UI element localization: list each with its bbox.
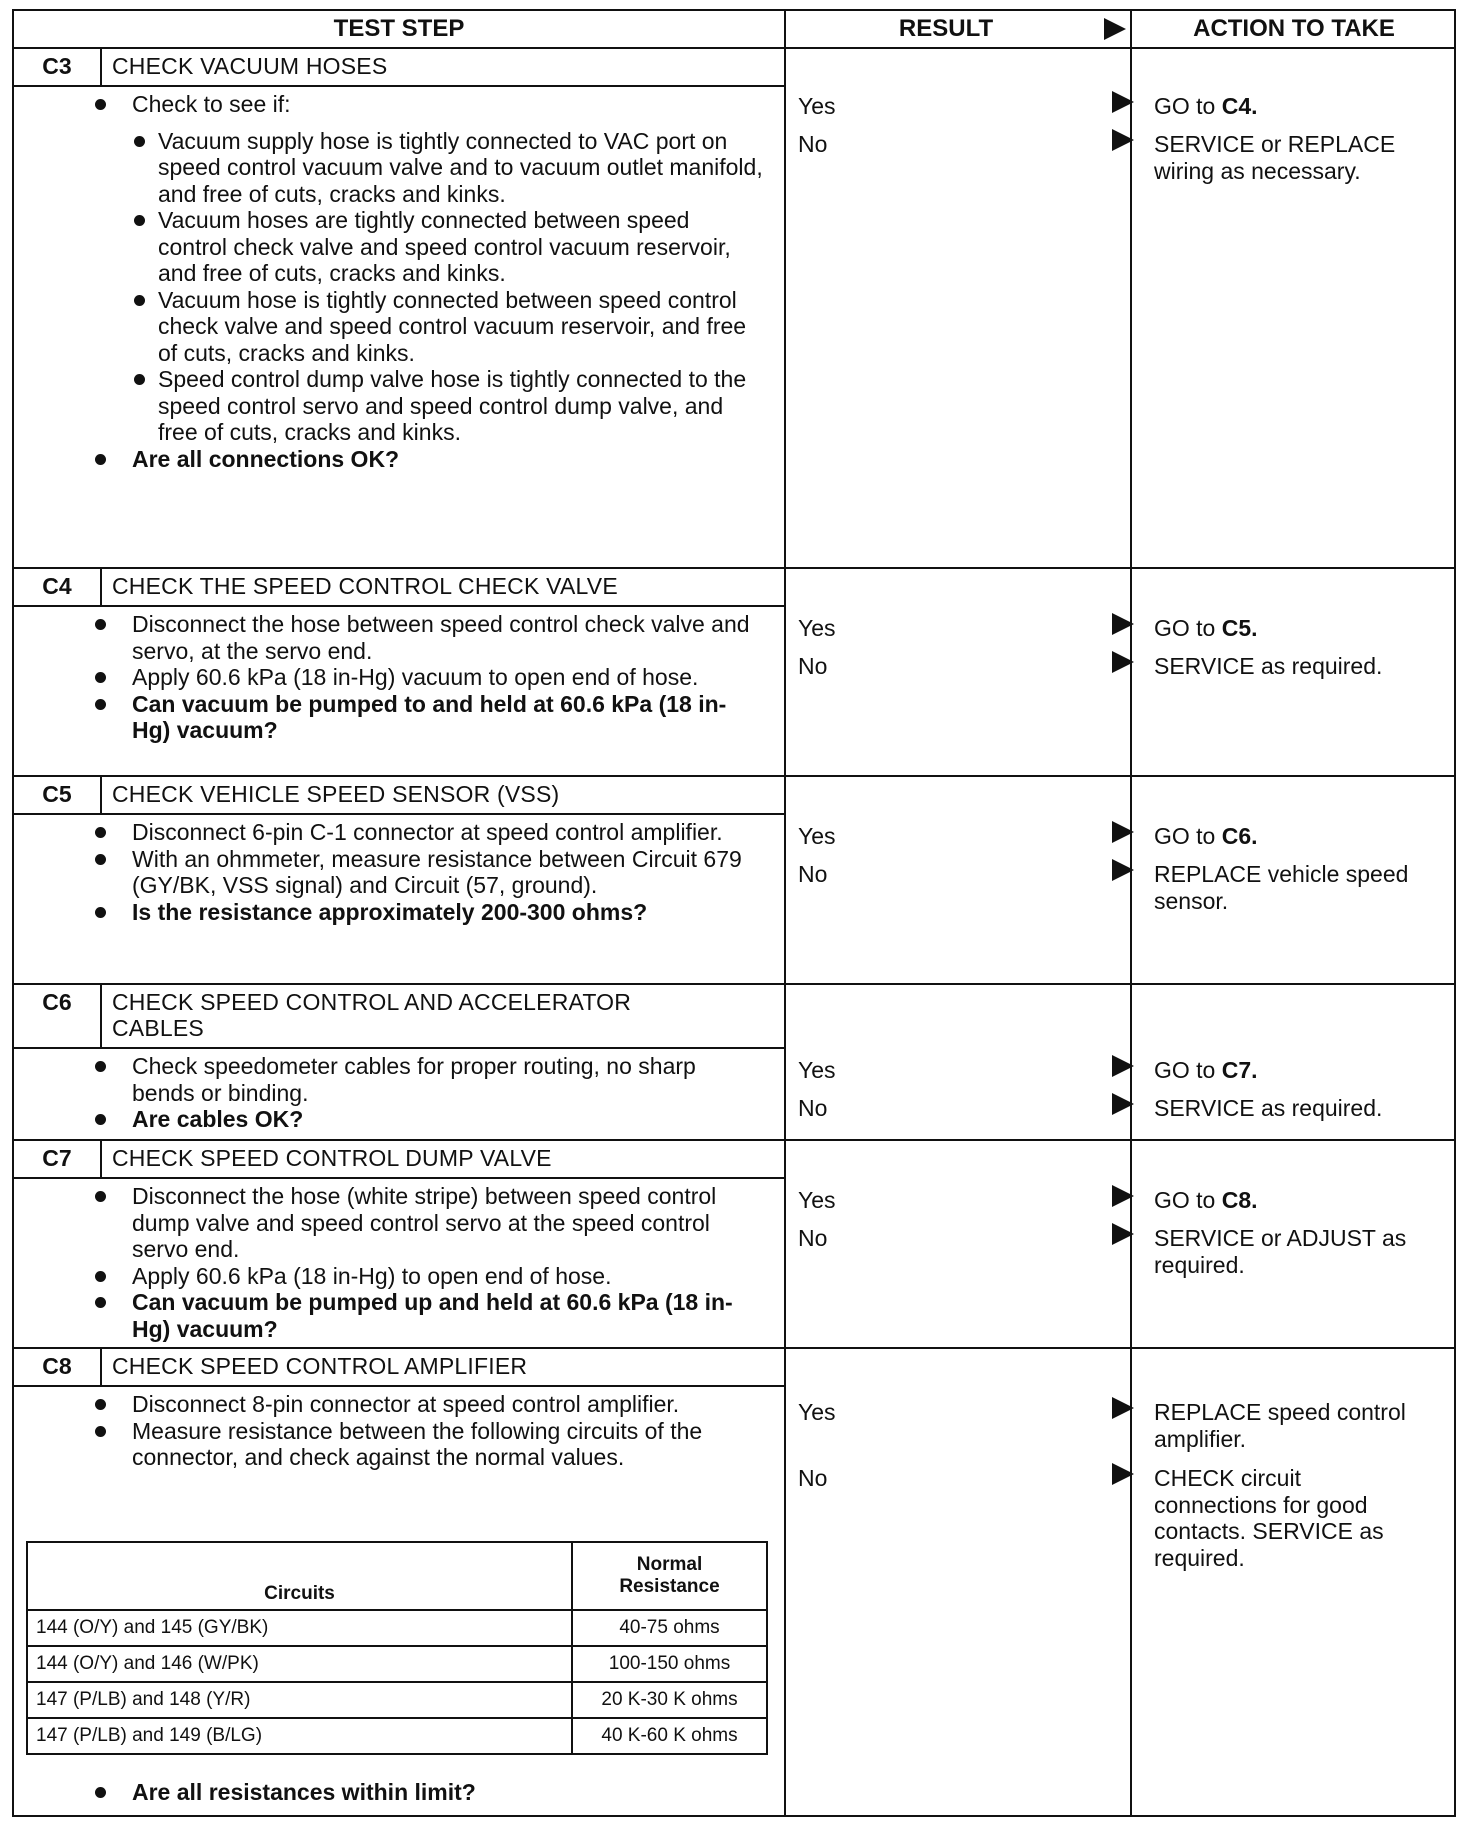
result-yes: Yes bbox=[798, 1399, 836, 1425]
step-id: C4 bbox=[42, 573, 72, 599]
list-item bbox=[94, 91, 764, 446]
action-no: SERVICE as required. bbox=[1154, 653, 1383, 679]
step-question: Can vacuum be pumped up and held at 60.6 kPa (18 in-Hg) vacuum? bbox=[94, 1289, 764, 1342]
bullet-text: Check to see if: bbox=[132, 91, 291, 117]
circuits-cell: 147 (P/LB) and 148 (Y/R) bbox=[27, 1682, 572, 1718]
step-id: C8 bbox=[42, 1353, 72, 1379]
action-yes bbox=[1154, 615, 1444, 642]
list-item: Apply 60.6 kPa (18 in-Hg) vacuum to open end of hose. bbox=[94, 664, 764, 691]
arrow-icon bbox=[1112, 651, 1134, 673]
arrow-icon bbox=[1112, 129, 1134, 151]
list-item: Vacuum supply hose is tightly connected to VAC port on speed control vacuum valve and to vacuum outlet manifold, and free of cuts, cracks and kinks. bbox=[132, 128, 764, 208]
result-yes: Yes bbox=[798, 615, 836, 641]
table-row bbox=[27, 1646, 767, 1682]
step-question: Are all connections OK? bbox=[94, 446, 764, 473]
header-result: RESULT bbox=[898, 15, 994, 42]
step-question: Are cables OK? bbox=[94, 1106, 764, 1133]
result-yes: Yes bbox=[798, 1187, 836, 1213]
header-rule bbox=[14, 47, 1456, 49]
table-row bbox=[27, 1718, 767, 1754]
resistance-cell: 40 K-60 K ohms bbox=[572, 1718, 767, 1754]
list-item: Vacuum hoses are tightly connected between speed control check valve and speed control vacuum reservoir, and free of cuts, cracks and kinks. bbox=[132, 207, 764, 287]
action-no: SERVICE or ADJUST as required. bbox=[1154, 1225, 1407, 1278]
result-yes: Yes bbox=[798, 93, 836, 119]
divider-test-result bbox=[784, 11, 786, 1817]
title-rule bbox=[14, 85, 786, 87]
action-text: GO to bbox=[1154, 1187, 1222, 1213]
id-divider bbox=[100, 1347, 102, 1385]
step-question-list bbox=[94, 1779, 764, 1806]
step-question: Are all resistances within limit? bbox=[94, 1779, 764, 1806]
action-no: SERVICE as required. bbox=[1154, 1095, 1383, 1121]
circuits-cell: 147 (P/LB) and 149 (B/LG) bbox=[27, 1718, 572, 1754]
result-yes: Yes bbox=[798, 823, 836, 849]
arrow-icon bbox=[1112, 1093, 1134, 1115]
title-rule bbox=[14, 813, 786, 815]
arrow-icon bbox=[1112, 1463, 1134, 1485]
action-text: GO to bbox=[1154, 93, 1222, 119]
title-rule bbox=[14, 605, 786, 607]
step-id: C5 bbox=[42, 781, 72, 807]
resistance-cell: 20 K-30 K ohms bbox=[572, 1682, 767, 1718]
list-item: Disconnect 6-pin C-1 connector at speed control amplifier. bbox=[94, 819, 764, 846]
sub-bullets bbox=[132, 128, 764, 446]
header-arrow-icon bbox=[1104, 18, 1126, 40]
arrow-icon bbox=[1112, 1055, 1134, 1077]
step-title: CHECK SPEED CONTROL AND ACCELERATOR CABLES bbox=[112, 989, 632, 1041]
action-text: GO to bbox=[1154, 1057, 1222, 1083]
header-test-step: TEST STEP bbox=[333, 15, 465, 42]
list-item: Check speedometer cables for proper routing, no sharp bends or binding. bbox=[94, 1053, 764, 1106]
arrow-icon bbox=[1112, 1397, 1134, 1419]
action-step-ref: C4. bbox=[1221, 93, 1258, 119]
action-yes bbox=[1154, 823, 1444, 850]
arrow-icon bbox=[1112, 91, 1134, 113]
table-header-row bbox=[27, 1542, 767, 1610]
step-question: Can vacuum be pumped to and held at 60.6 kPa (18 in-Hg) vacuum? bbox=[94, 691, 764, 744]
list-item: Vacuum hose is tightly connected between speed control check valve and speed control vacuum reservoir, and free of cuts, cracks and kinks. bbox=[132, 287, 764, 367]
step-title: CHECK VEHICLE SPEED SENSOR (VSS) bbox=[112, 781, 560, 807]
list-item: Disconnect 8-pin connector at speed control amplifier. bbox=[94, 1391, 764, 1418]
list-item: Speed control dump valve hose is tightly connected to the speed control servo and speed control dump valve, and free of cuts, cracks and kinks. bbox=[132, 366, 764, 446]
resistance-cell: 40-75 ohms bbox=[572, 1610, 767, 1646]
result-no: No bbox=[798, 1465, 828, 1491]
step-bullets bbox=[94, 819, 764, 925]
title-rule bbox=[14, 1047, 786, 1049]
action-yes bbox=[1154, 1057, 1444, 1084]
arrow-icon bbox=[1112, 1185, 1134, 1207]
result-no: No bbox=[798, 1095, 828, 1121]
result-no: No bbox=[798, 131, 828, 157]
list-item: Disconnect the hose between speed control check valve and servo, at the servo end. bbox=[94, 611, 764, 664]
action-text: GO to bbox=[1154, 615, 1222, 641]
step-title: CHECK VACUUM HOSES bbox=[112, 53, 388, 79]
step-bullets bbox=[94, 611, 764, 744]
action-no: SERVICE or REPLACE wiring as necessary. bbox=[1154, 131, 1396, 184]
list-item: Apply 60.6 kPa (18 in-Hg) to open end of hose. bbox=[94, 1263, 764, 1290]
row-rule bbox=[14, 775, 1456, 777]
arrow-icon bbox=[1112, 859, 1134, 881]
id-divider bbox=[100, 47, 102, 85]
id-divider bbox=[100, 567, 102, 605]
action-step-ref: C7. bbox=[1221, 1057, 1258, 1083]
row-rule bbox=[14, 1139, 1456, 1141]
id-divider bbox=[100, 775, 102, 813]
row-rule bbox=[14, 983, 1456, 985]
step-bullets bbox=[94, 1183, 764, 1342]
result-no: No bbox=[798, 653, 828, 679]
step-id: C6 bbox=[42, 989, 72, 1015]
id-divider bbox=[100, 983, 102, 1047]
step-bullets bbox=[94, 1053, 764, 1133]
list-item: Disconnect the hose (white stripe) between speed control dump valve and speed control servo at the speed control servo end. bbox=[94, 1183, 764, 1263]
arrow-icon bbox=[1112, 821, 1134, 843]
circuits-cell: 144 (O/Y) and 146 (W/PK) bbox=[27, 1646, 572, 1682]
step-id: C7 bbox=[42, 1145, 72, 1171]
action-step-ref: C5. bbox=[1221, 615, 1258, 641]
action-yes bbox=[1154, 93, 1444, 120]
step-id: C3 bbox=[42, 53, 72, 79]
action-text: GO to bbox=[1154, 823, 1222, 849]
step-title: CHECK SPEED CONTROL AMPLIFIER bbox=[112, 1353, 528, 1379]
row-rule bbox=[14, 567, 1456, 569]
action-step-ref: C6. bbox=[1221, 823, 1258, 849]
diagnostic-table bbox=[12, 9, 1456, 1817]
action-yes bbox=[1154, 1187, 1444, 1214]
arrow-icon bbox=[1112, 1223, 1134, 1245]
arrow-icon bbox=[1112, 613, 1134, 635]
row-rule bbox=[14, 1347, 1456, 1349]
action-yes: REPLACE speed control amplifier. bbox=[1154, 1399, 1406, 1452]
action-step-ref: C8. bbox=[1221, 1187, 1258, 1213]
resistance-table bbox=[26, 1541, 768, 1755]
step-question: Is the resistance approximately 200-300 ohms? bbox=[94, 899, 764, 926]
result-no: No bbox=[798, 1225, 828, 1251]
table-row bbox=[27, 1610, 767, 1646]
list-item: Measure resistance between the following circuits of the connector, and check against the normal values. bbox=[94, 1418, 764, 1471]
circuits-cell: 144 (O/Y) and 145 (GY/BK) bbox=[27, 1610, 572, 1646]
list-item: With an ohmmeter, measure resistance between Circuit 679 (GY/BK, VSS signal) and Circuit (57, ground). bbox=[94, 846, 764, 899]
title-rule bbox=[14, 1177, 786, 1179]
column-header-resistance: Normal Resistance bbox=[572, 1542, 767, 1610]
result-yes: Yes bbox=[798, 1057, 836, 1083]
id-divider bbox=[100, 1139, 102, 1177]
resistance-cell: 100-150 ohms bbox=[572, 1646, 767, 1682]
title-rule bbox=[14, 1385, 786, 1387]
step-title: CHECK SPEED CONTROL DUMP VALVE bbox=[112, 1145, 552, 1171]
result-no: No bbox=[798, 861, 828, 887]
divider-result-action bbox=[1130, 11, 1132, 1817]
step-title: CHECK THE SPEED CONTROL CHECK VALVE bbox=[112, 573, 618, 599]
step-bullets bbox=[94, 91, 764, 472]
header-action: ACTION TO TAKE bbox=[1193, 15, 1395, 42]
column-header-circuits: Circuits bbox=[27, 1542, 572, 1610]
table-row bbox=[27, 1682, 767, 1718]
action-no: CHECK circuit connections for good contacts. SERVICE as required. bbox=[1154, 1465, 1384, 1571]
action-no: REPLACE vehicle speed sensor. bbox=[1154, 861, 1409, 914]
step-bullets bbox=[94, 1391, 764, 1471]
